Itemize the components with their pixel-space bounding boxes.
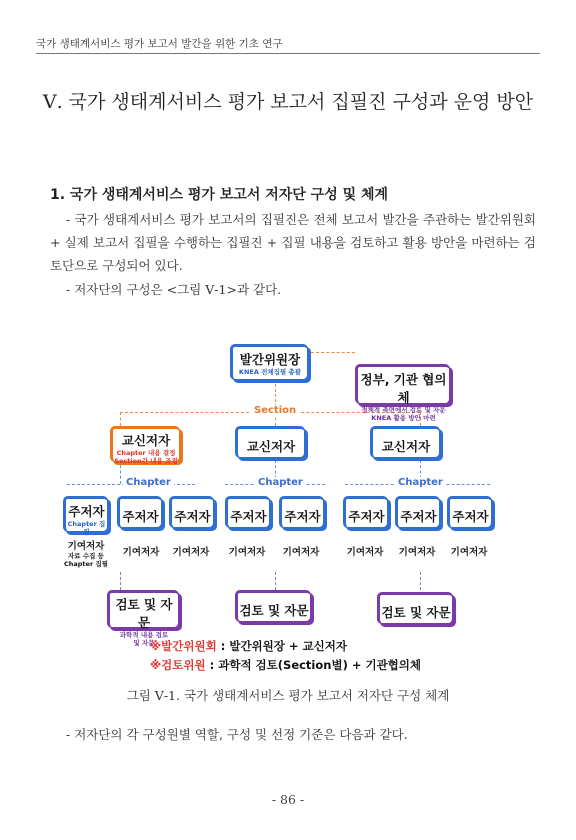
lead1-sub-1: Chapter 내용 결정 <box>116 449 176 457</box>
lead-author-box-3 <box>370 426 440 458</box>
main-author-title: 주저자 <box>348 509 385 524</box>
review-title: 검토 및 자문 <box>381 605 451 620</box>
connector-lead1 <box>120 412 121 426</box>
chapter-label-1: Chapter <box>123 477 174 488</box>
chapter-label-2: Chapter <box>255 477 306 488</box>
review-box-2 <box>235 590 311 622</box>
review-box-3 <box>377 592 453 624</box>
main-author-box-4 <box>225 496 270 528</box>
paragraph-3: - 저자단의 각 구성원별 역할, 구성 및 선정 기준은 다음과 같다. <box>66 727 408 742</box>
review-box-1 <box>107 590 179 647</box>
main-author-title: 주저자 <box>400 509 437 524</box>
contrib1-sub-2: Chapter 집필 <box>64 560 108 568</box>
main-author-box-6 <box>343 496 388 528</box>
contributor-7: 기여저자 <box>398 547 436 558</box>
chapter-label-3: Chapter <box>395 477 446 488</box>
section-label: Section <box>251 405 299 416</box>
paragraph-1: - 국가 생태계서비스 평가 보고서의 집필진은 전체 보고서 발간을 주관하는 발간위원회 + 실제 보고서 집필을 수행하는 집필진 + 집필 내용을 검토하고 활용 방안을 마련하는 검토단으로 구성되어 있다. <box>50 212 536 273</box>
section-title: 1. 국가 생태계서비스 평가 보고서 저자단 구성 및 체계 <box>50 187 389 203</box>
gov-sub-1: 정책적 측면에서 검토 및 자문 <box>361 406 446 414</box>
figure-caption: 그림 Ⅴ-1. 국가 생태계서비스 평가 보고서 저자단 구성 체계 <box>126 688 450 703</box>
legend-line-2 <box>150 657 421 673</box>
main-author-box-2 <box>117 496 162 528</box>
chapter-title: Ⅴ. 국가 생태계서비스 평가 보고서 집필진 구성과 운영 방안 <box>42 91 534 113</box>
main-author-title: 주저자 <box>230 509 267 524</box>
review1-sub-1: 과학적 내용 검토 <box>119 631 169 639</box>
contributor-2: 기여저자 <box>122 547 160 558</box>
contributor-5: 기여저자 <box>282 547 320 558</box>
main-author-box-1 <box>63 496 108 536</box>
legend1-value: : 발간위원장 + 교신저자 <box>216 639 347 653</box>
legend2-key: ※검토위원 <box>150 658 206 672</box>
chair-sub: KNEA 전체집필 총괄 <box>238 368 302 376</box>
connector-review3 <box>420 572 421 590</box>
review-title: 검토 및 자문 <box>239 603 309 618</box>
connector-review2 <box>275 572 276 590</box>
chair-title: 발간위원장 <box>239 352 301 367</box>
contributor-8: 기여저자 <box>450 547 488 558</box>
contributor-6: 기여저자 <box>346 547 384 558</box>
contrib1-title: 기여저자 <box>67 541 105 552</box>
org-chart-figure <box>55 332 495 680</box>
lead2-title: 교신저자 <box>246 439 296 454</box>
main1-sub: Chapter 집필 <box>67 520 106 536</box>
lead3-title: 교신저자 <box>381 439 431 454</box>
paragraph-2: - 저자단의 구성은 <그림 Ⅴ-1>과 같다. <box>66 282 282 297</box>
review1-title: 검토 및 자문 <box>115 597 173 630</box>
main-author-box-5 <box>279 496 324 528</box>
legend2-value: : 과학적 검토(Section별) + 기관협의체 <box>205 658 422 672</box>
lead-author-box-2 <box>235 426 305 458</box>
main-author-title: 주저자 <box>284 509 321 524</box>
review1-sub-2: 및 자문 <box>133 639 155 647</box>
contributor-1 <box>61 538 111 568</box>
contrib1-sub-1: 자료 수집 등 <box>68 552 104 560</box>
page-number: - 86 - <box>271 792 305 807</box>
main-author-title: 주저자 <box>122 509 159 524</box>
main-author-box-8 <box>447 496 492 528</box>
main-author-box-7 <box>395 496 440 528</box>
legend1-key: ※발간위원회 <box>150 639 217 653</box>
main1-title: 주저자 <box>68 504 105 519</box>
gov-sub-2: KNEA 활용 방안 마련 <box>371 414 436 422</box>
contributor-3: 기여저자 <box>172 547 210 558</box>
lead1-sub-2: Section간 내용 조정 <box>114 457 178 465</box>
chair-box <box>230 344 308 380</box>
gov-title: 정부, 기관 협의체 <box>360 372 447 405</box>
main-author-box-3 <box>169 496 214 528</box>
main-author-title: 주저자 <box>452 509 489 524</box>
connector-review1 <box>120 572 121 590</box>
gov-box <box>355 364 450 422</box>
lead1-title: 교신저자 <box>121 433 171 448</box>
header-rule <box>36 53 540 54</box>
running-header: 국가 생태계서비스 평가 보고서 발간을 위한 기초 연구 <box>36 38 283 50</box>
contributor-4: 기여저자 <box>228 547 266 558</box>
lead-author-box-1 <box>110 426 180 465</box>
main-author-title: 주저자 <box>174 509 211 524</box>
legend-line-1 <box>150 638 347 654</box>
